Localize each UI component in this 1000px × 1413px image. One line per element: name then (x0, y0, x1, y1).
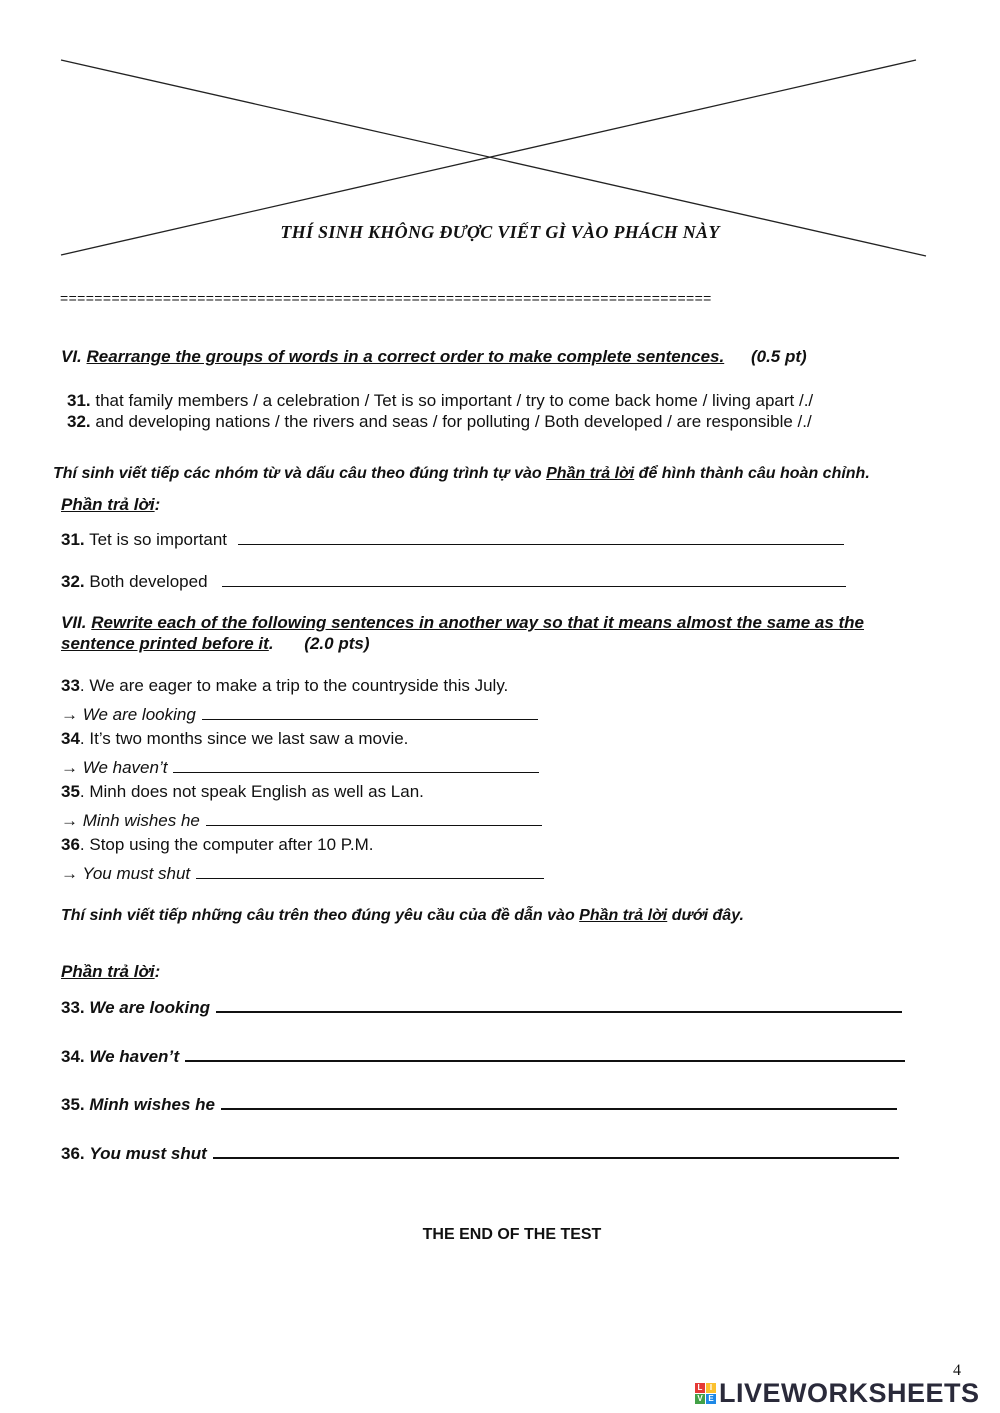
answer-number: 32. (61, 572, 85, 591)
instruction-text: Thí sinh viết tiếp những câu trên theo đúng yêu cầu của đề dẫn vào (61, 907, 580, 924)
question-number: 31. (67, 391, 91, 410)
brand-name: LIVEWORKSHEETS (719, 1378, 980, 1408)
question-text: . Stop using the computer after 10 P.M. (79, 835, 374, 854)
rewrite-prompt-33 (61, 703, 538, 725)
answer-34-blank[interactable] (185, 1044, 905, 1062)
answer-start-text: You must shut (89, 1144, 207, 1163)
rewrite-prompt-text: → You must shut (61, 864, 191, 883)
question-35 (61, 782, 424, 802)
question-number: 36 (61, 835, 80, 854)
answer-number: 36. (61, 1144, 85, 1163)
instruction-text: Thí sinh viết tiếp các nhóm từ và dấu câu theo đúng trình tự vào (53, 465, 547, 482)
instruction-text: dưới đây. (667, 907, 744, 924)
answer-36 (61, 1141, 899, 1164)
answer-number: 35. (61, 1095, 85, 1114)
section7-roman: VII. (61, 613, 87, 632)
no-write-notice: THÍ SINH KHÔNG ĐƯỢC VIẾT GÌ VÀO PHÁCH NÀY (280, 222, 720, 242)
instruction-text: để hình thành câu hoàn chỉnh. (634, 465, 870, 482)
rewrite-prompt-text: → Minh wishes he (61, 811, 200, 830)
answer-35 (61, 1092, 897, 1115)
section7-points: (2.0 pts) (304, 634, 370, 653)
answer-start-text: Both developed (89, 572, 208, 591)
section7-title-line2 (61, 634, 369, 654)
answer-34 (61, 1044, 905, 1067)
logo-letter: V (695, 1394, 705, 1404)
answer-heading-text: Phần trả lời (61, 962, 155, 981)
liveworksheets-logo-icon (695, 1383, 716, 1404)
answer-31 (61, 528, 844, 550)
divider-line: ============================================================================ (60, 290, 712, 306)
answer-heading-colon: : (154, 495, 161, 514)
section7-answer-instruction (61, 907, 744, 925)
answer-31-blank[interactable] (238, 528, 844, 545)
section6-instruction: Rearrange the groups of words in a correct order to make complete sentences. (86, 347, 725, 366)
answer-start-text: We are looking (89, 998, 210, 1017)
instruction-link-text: Phần trả lời (579, 907, 668, 924)
section6-title (61, 347, 807, 367)
question-text: . We are eager to make a trip to the countryside this July. (79, 676, 509, 695)
question-36 (61, 835, 374, 855)
end-of-test: THE END OF THE TEST (422, 1226, 602, 1243)
answer-36-blank[interactable] (213, 1141, 899, 1159)
question-number: 34 (61, 729, 80, 748)
rewrite-prompt-34 (61, 756, 539, 778)
answer-number: 34. (61, 1047, 85, 1066)
answer-35-blank[interactable] (221, 1092, 897, 1110)
rewrite-34-blank[interactable] (173, 756, 539, 773)
instruction-link-text: Phần trả lời (546, 465, 635, 482)
rewrite-prompt-35 (61, 809, 542, 831)
question-number: 35 (61, 782, 80, 801)
answer-start-text: Minh wishes he (89, 1095, 216, 1114)
question-33 (61, 676, 508, 696)
rewrite-prompt-text: → We haven’t (61, 758, 168, 777)
rewrite-35-blank[interactable] (206, 809, 542, 826)
answer-32 (61, 570, 846, 592)
question-text: . Minh does not speak English as well as Lan. (79, 782, 424, 801)
section6-answer-heading (61, 495, 160, 515)
logo-letter: E (706, 1394, 716, 1404)
logo-letter: I (706, 1383, 716, 1393)
question-32 (67, 412, 812, 432)
question-text: that family members / a celebration / Tet is so important / try to come back home / living apart /./ (95, 391, 814, 410)
section7-instruction-line2: sentence printed before it (61, 634, 269, 653)
answer-number: 31. (61, 530, 85, 549)
liveworksheets-brand (695, 1378, 980, 1409)
answer-start-text: Tet is so important (89, 530, 228, 549)
section6-answer-instruction (53, 465, 870, 483)
rewrite-33-blank[interactable] (202, 703, 538, 720)
answer-number: 33. (61, 998, 85, 1017)
question-number: 32. (67, 412, 91, 431)
question-text: . It’s two months since we last saw a movie. (79, 729, 409, 748)
section7-title (61, 613, 941, 633)
section7-instruction-line1: Rewrite each of the following sentences in another way so that it means almost the same as the (91, 613, 865, 632)
question-text: and developing nations / the rivers and seas / for polluting / Both developed / are responsible /./ (95, 412, 812, 431)
rewrite-prompt-36 (61, 862, 544, 884)
answer-32-blank[interactable] (222, 570, 846, 587)
answer-33-blank[interactable] (216, 995, 902, 1013)
answer-33 (61, 995, 902, 1018)
logo-letter: L (695, 1383, 705, 1393)
section7-instruction-end: . (268, 634, 274, 653)
answer-heading-text: Phần trả lời (61, 495, 155, 514)
section6-points: (0.5 pt) (750, 347, 807, 366)
page-number: 4 (953, 1362, 961, 1379)
answer-heading-colon: : (154, 962, 161, 981)
section6-roman: VI. (61, 347, 82, 366)
question-number: 33 (61, 676, 80, 695)
rewrite-36-blank[interactable] (196, 862, 544, 879)
rewrite-prompt-text: → We are looking (61, 705, 196, 724)
question-31 (67, 391, 813, 411)
question-34 (61, 729, 408, 749)
answer-start-text: We haven’t (89, 1047, 180, 1066)
section7-answer-heading (61, 962, 160, 982)
